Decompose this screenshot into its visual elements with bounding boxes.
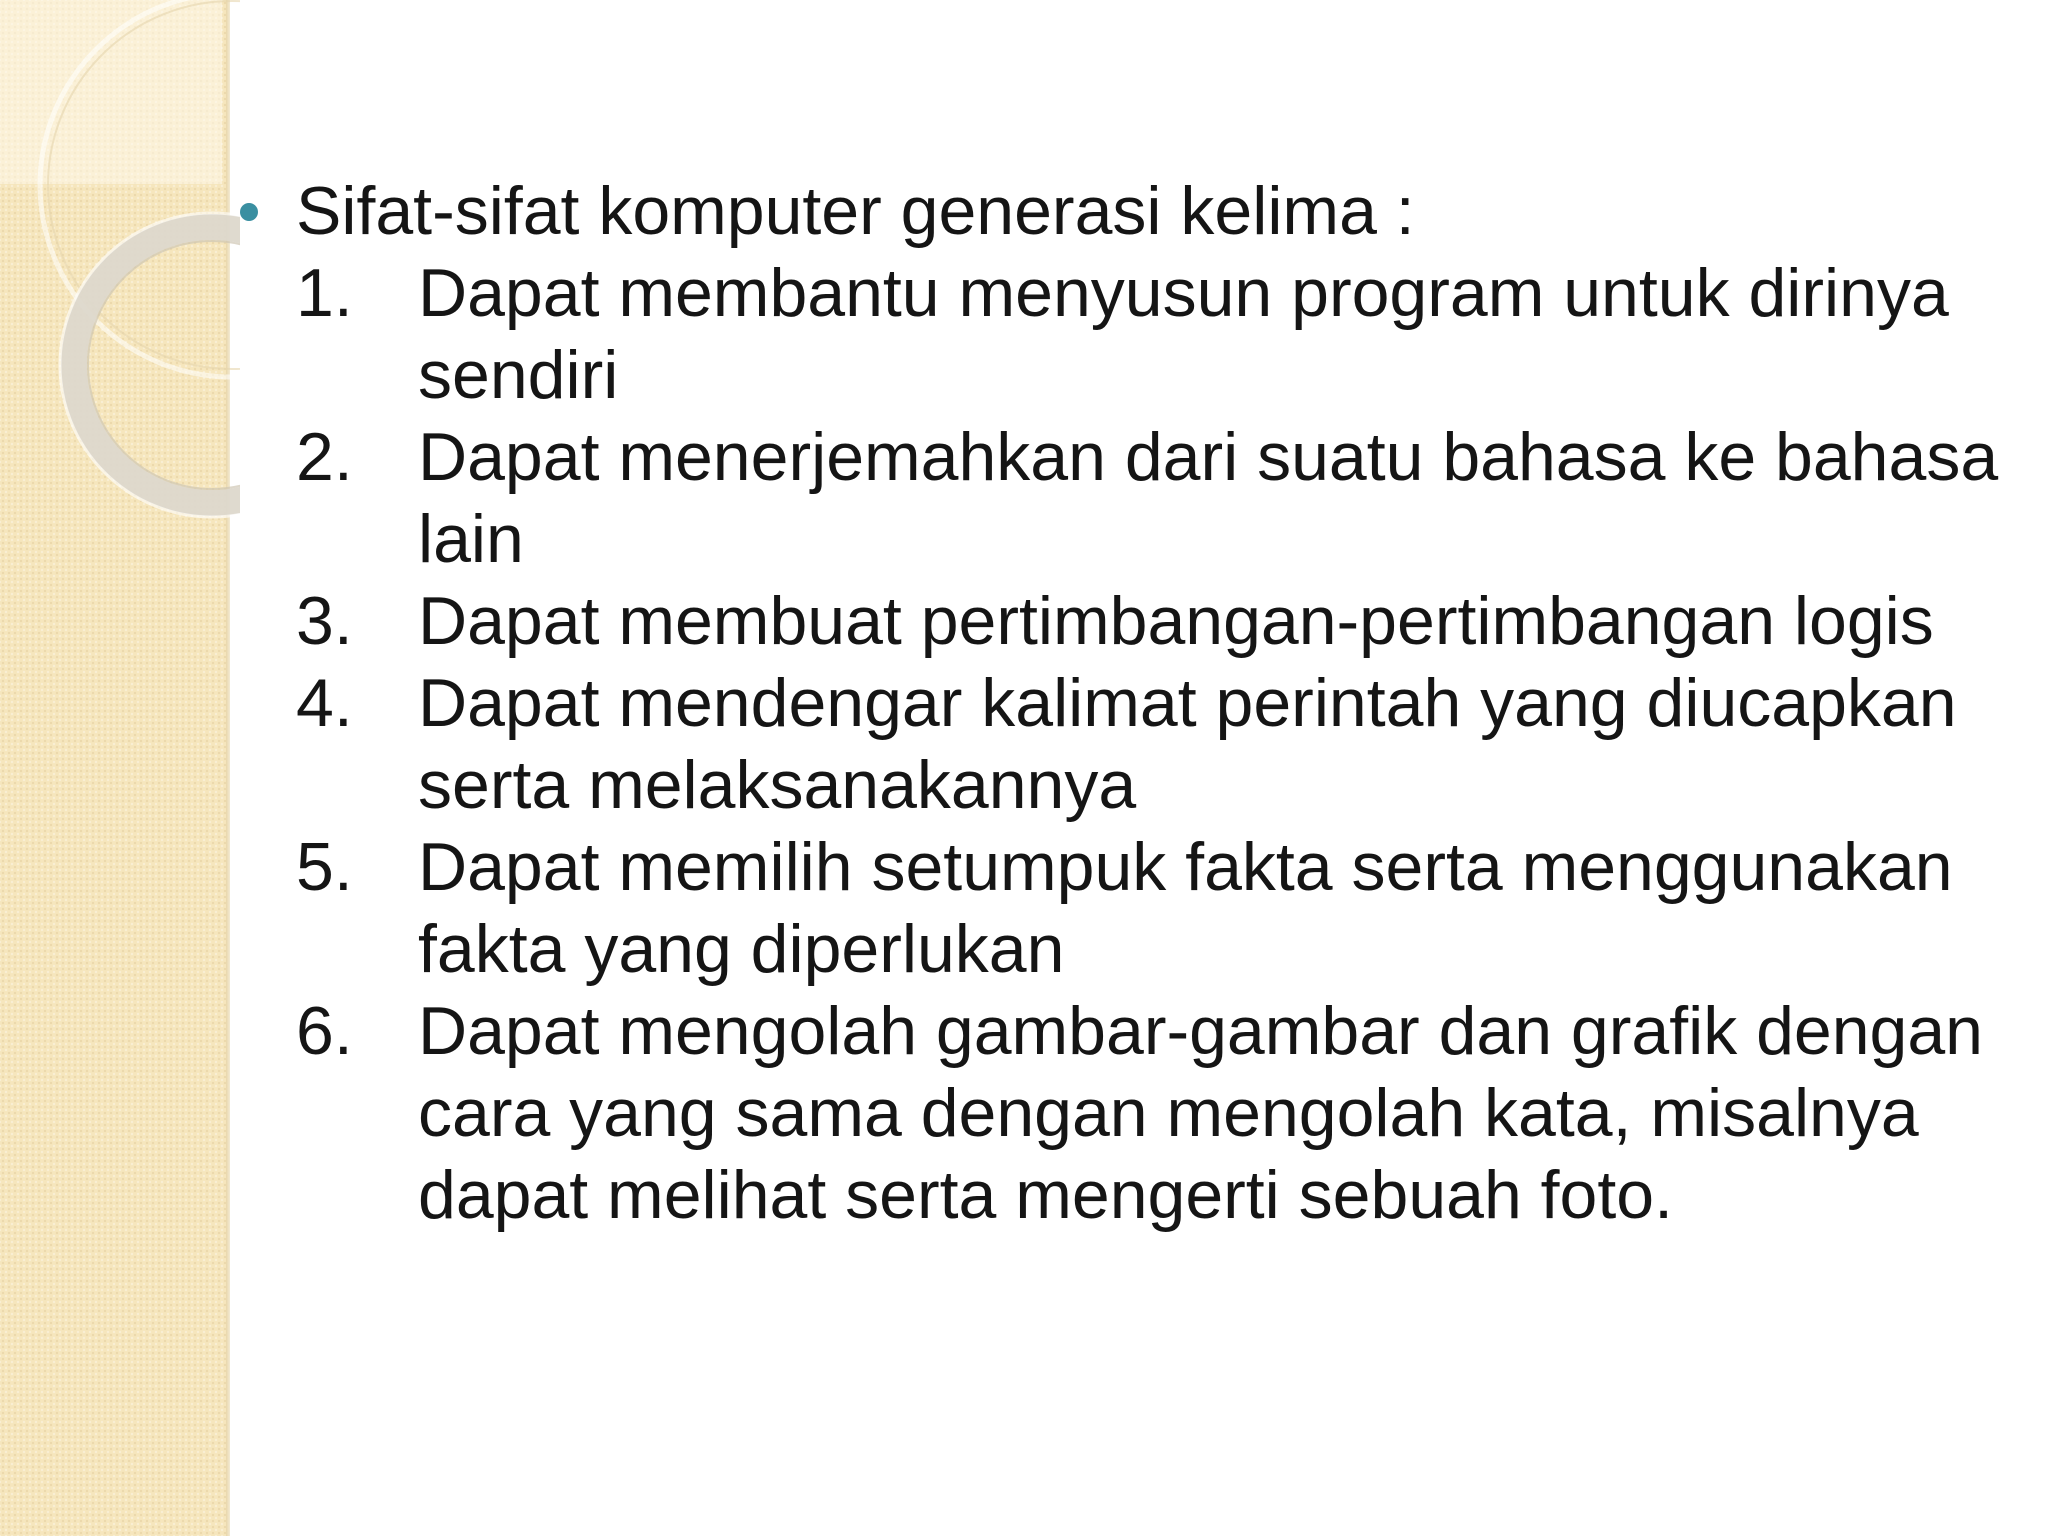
list-item-number: 3.	[296, 583, 353, 659]
list-item-number: 6.	[296, 993, 353, 1069]
list-item	[236, 580, 2026, 662]
list-item-text: Dapat memilih setumpuk fakta serta menggunakan fakta yang diperlukan	[418, 829, 1953, 987]
list-item-text: Dapat mengolah gambar-gambar dan grafik dengan cara yang sama dengan mengolah kata, misalnya dapat melihat serta mengerti sebuah foto.	[418, 993, 1983, 1233]
list-item	[236, 416, 2026, 580]
list-item	[236, 990, 2026, 1236]
list-item-text: Dapat membuat pertimbangan-pertimbangan logis	[418, 583, 1934, 659]
list-item	[236, 826, 2026, 990]
bullet-dot-icon	[240, 203, 258, 221]
list-item-number: 4.	[296, 665, 353, 741]
decorative-rings	[0, 0, 240, 520]
numbered-list	[236, 252, 2026, 1236]
bullet-heading	[236, 170, 2026, 252]
list-item	[236, 252, 2026, 416]
heading-text: Sifat-sifat komputer generasi kelima :	[296, 173, 1415, 249]
list-item-number: 2.	[296, 419, 353, 495]
list-item-text: Dapat mendengar kalimat perintah yang diucapkan serta melaksanakannya	[418, 665, 1957, 823]
list-item-text: Dapat membantu menyusun program untuk dirinya sendiri	[418, 255, 1949, 413]
list-item-number: 1.	[296, 255, 353, 331]
list-item-number: 5.	[296, 829, 353, 905]
list-item-text: Dapat menerjemahkan dari suatu bahasa ke bahasa lain	[418, 419, 1999, 577]
list-item	[236, 662, 2026, 826]
slide-content	[236, 170, 2026, 1236]
